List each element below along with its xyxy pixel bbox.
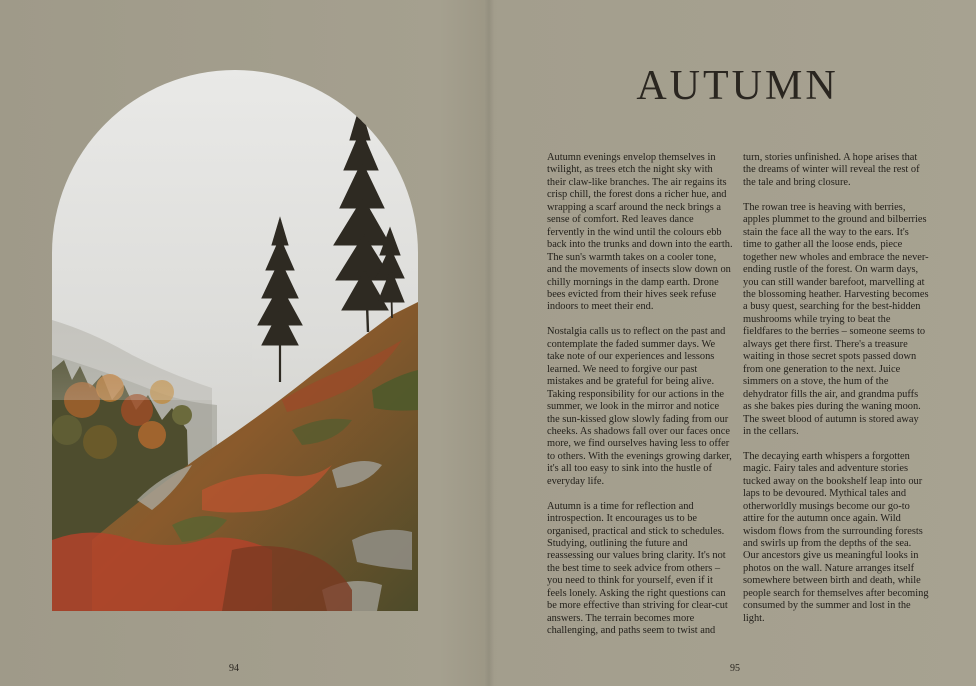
paragraph: The rowan tree is heaving with berries, apples plummet to the ground and bilberries stain the face all the way to the ears. It's time to gather all the loose ends, piece together new wholes and embrace the never-ending rustle of the forest. On warm days, you can still wander barefoot, marvelling at the blossoming heather. Harvesting becomes a busy quest, searching for the best-hidden mushrooms while trying to beat the fieldfares to the berries – someone seems to always get there first. There's a treasure waiting in those secret spots passed down from one generation to the next. Juice simmers on a stove, the hum of the dehydrator fills the air, and grandma puffs as she bakes pies during the waning moon. The sweet blood of autumn is stored away in the cellars.: [743, 201, 929, 437]
book-gutter: [484, 0, 494, 686]
page-number-right: 95: [730, 663, 740, 674]
arch-photo-forest-hillside: [52, 70, 418, 611]
text-column-right: [743, 152, 929, 638]
paragraph: Autumn is a time for reflection and introspection. It encourages us to be organised, practical and stick to schedules. Studying, outlining the future and reassessing our values bring clarity. It's not the best time to seek advice from others – you need to think for yourself, even if it feels lonely. Asking the right questions can be more effective than striving for clear-cut answers. The terrain becomes more challenging, and paths seem to twist and: [547, 500, 728, 637]
page-title: AUTUMN: [636, 63, 839, 109]
paragraph: Nostalgia calls us to reflect on the past and contemplate the faded summer days. We take note of our experiences and lessons learned. We need to forgive our past mistakes and be grateful for being alive. Taking responsibility for our actions in the summer, we look in the mirror and notice the sun-kissed glow slowly fading from our cheeks. As shadows fall over our faces once more, we find ourselves having less to offer to others. With the evenings growing darker, it's all too easy to sink into the hustle of everyday life.: [547, 326, 732, 487]
paragraph: turn, stories unfinished. A hope arises that the dreams of winter will reveal the rest of the tale and bring closure.: [743, 152, 920, 188]
page-number-left: 94: [229, 663, 239, 674]
paragraph: Autumn evenings envelop themselves in twilight, as trees etch the night sky with their claw-like branches. The air regains its crisp chill, the forest dons a richer hue, and wrapping a scarf around the neck brings a sense of comfort. Red leaves dance fervently in the wind until the colours ebb back into the trunks and down into the earth. The sun's warmth takes on a cooler tone, and the movements of insects slow down on chilly mornings in the damp earth. Drone bees evicted from their hives seek refuse indoors to meet their end.: [547, 152, 733, 313]
paragraph: The decaying earth whispers a forgotten magic. Fairy tales and adventure stories tucked away on the bookshelf leap into our laps to be devoured. Mythical tales and otherworldly musings become our go-to attire for the autumn once again. Wild wisdom flows from the surrounding forests and swirls up from the depths of the sea. Our ancestors give us meaningful looks in photos on the wall. Nature arranges itself somewhere between birth and death, while people search for themselves after becoming consumed by the summer and lost in the light.: [743, 450, 929, 624]
forest-hillside-illustration: [52, 70, 418, 611]
text-column-left: [547, 152, 733, 650]
